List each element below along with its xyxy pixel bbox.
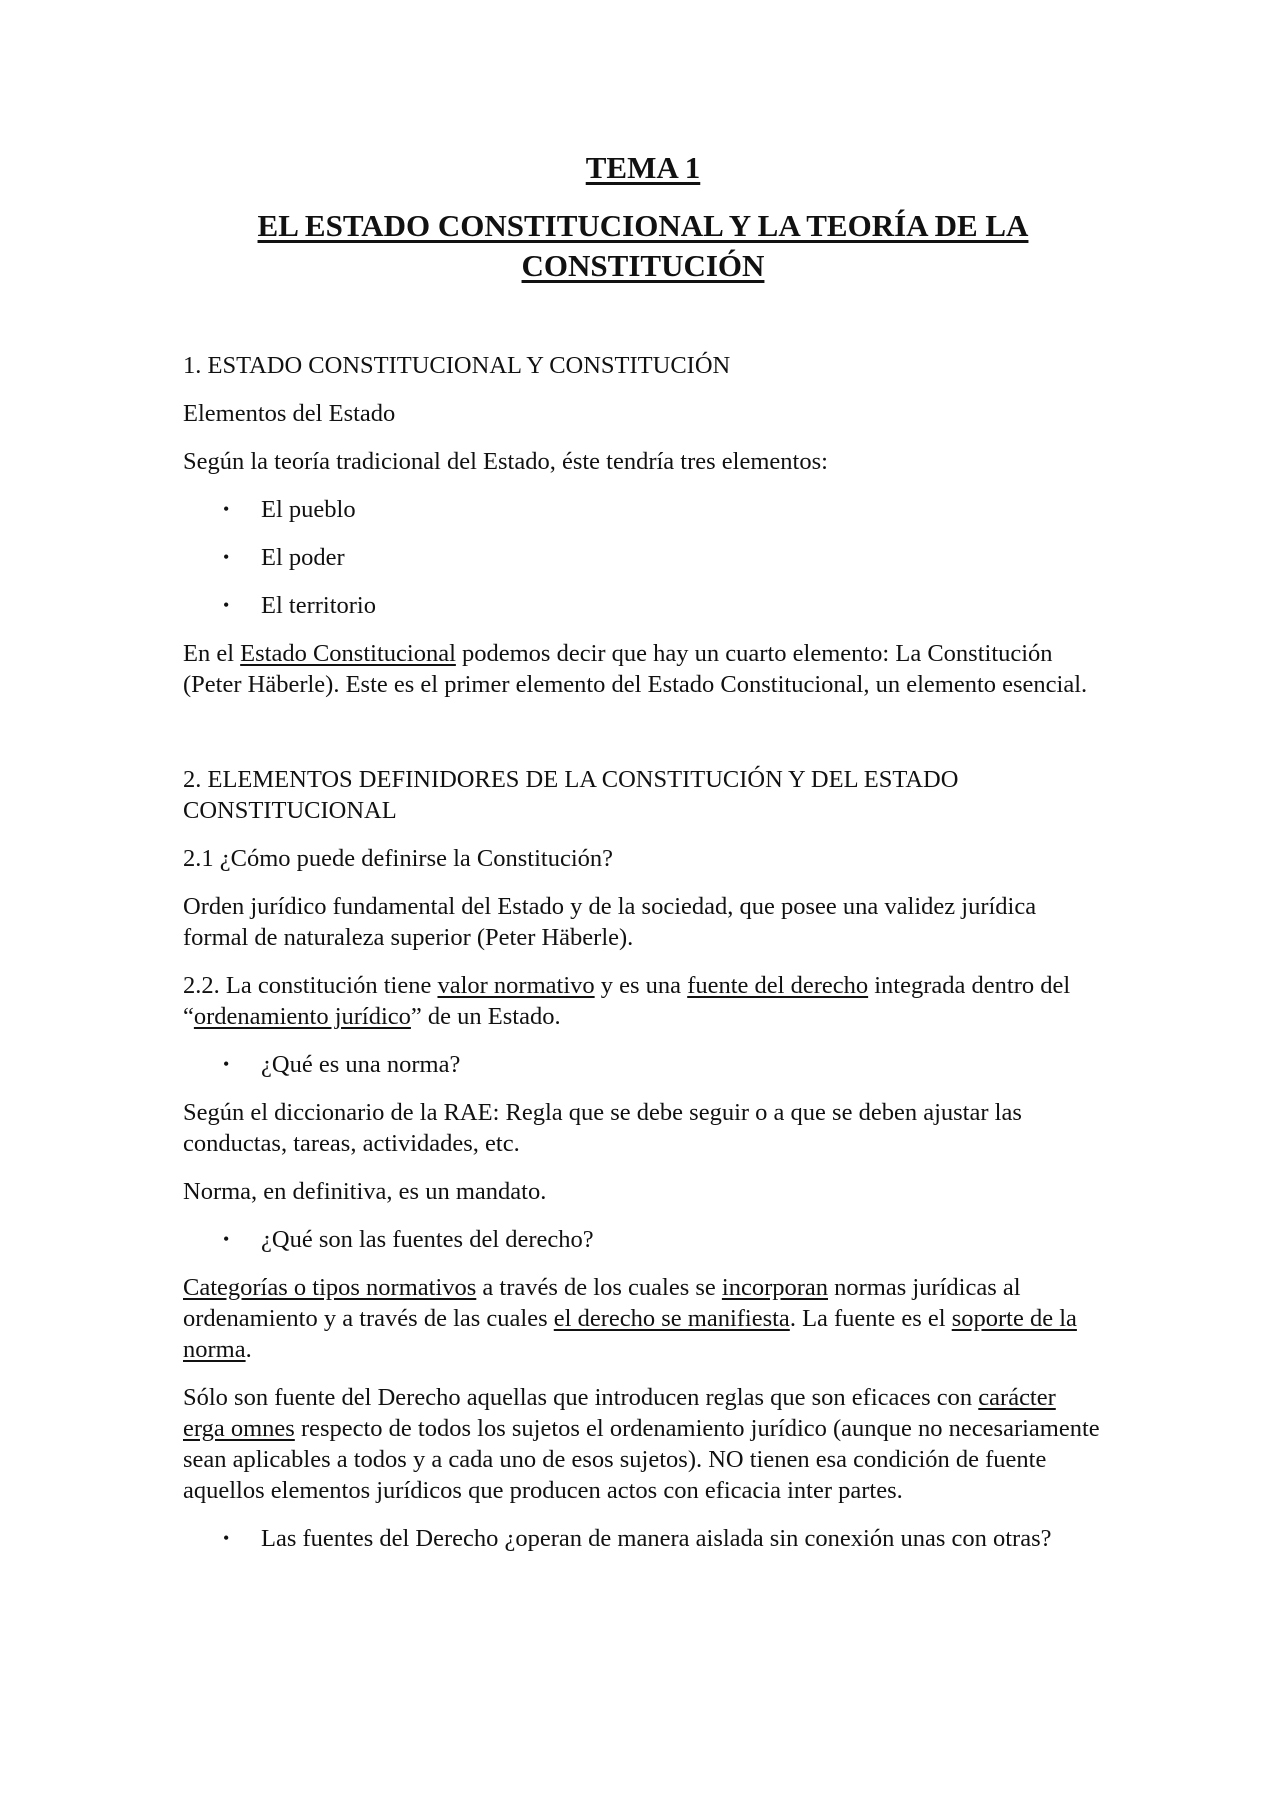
underlined-term: ordenamiento jurídico (193, 1003, 411, 1030)
list-item: • Las fuentes del Derecho ¿operan de manera aislada sin conexión unas con otras? (223, 1525, 1052, 1552)
list-item: • El territorio (223, 592, 376, 619)
subtitle-line-1: EL ESTADO CONSTITUCIONAL Y LA TEORÍA DE LA (257, 208, 1029, 243)
list-item: • El poder (223, 544, 345, 571)
section-2-2-paragraph: 2.2. La constitución tiene valor normativo y es una fuente del derecho integrada dentro del “ordenamiento jurídico” de un Estado. (183, 972, 1071, 1030)
list-item: • ¿Qué son las fuentes del derecho? (223, 1226, 594, 1253)
rae-paragraph: Según el diccionario de la RAE: Regla que se debe seguir o a que se deben ajustar las conductas, tareas, actividades, etc. (183, 1099, 1022, 1157)
page-subtitle (183, 206, 1103, 286)
underlined-term: Categorías o tipos normativos (183, 1274, 477, 1301)
list-item: • El pueblo (223, 496, 356, 523)
subtitle-line-2: CONSTITUCIÓN (521, 248, 765, 283)
question-2-1: 2.1 ¿Cómo puede definirse la Constitución? (183, 845, 614, 872)
fuentes-list (183, 1224, 1103, 1255)
fuentes-paragraph: Categorías o tipos normativos a través de los cuales se incorporan normas jurídicas al ordenamiento y a través de las cuales el derecho se manifiesta. La fuente es el soporte de la norma. (183, 1274, 1077, 1363)
bullet-icon: • (223, 1229, 230, 1249)
underlined-term: carácter erga omnes (183, 1384, 1056, 1442)
underlined-term: Estado Constitucional (240, 640, 456, 667)
document-body (183, 148, 1103, 1554)
definition-paragraph: Orden jurídico fundamental del Estado y de la sociedad, que posee una validez jurídica formal de naturaleza superior (Peter Häberle). (183, 893, 1037, 951)
mandato-paragraph: Norma, en definitiva, es un mandato. (183, 1178, 547, 1205)
solo-paragraph: Sólo son fuente del Derecho aquellas que introducen reglas que son eficaces con carácter erga omnes respecto de todos los sujetos el ordenamiento jurídico (aunque no necesariamente sean aplicables a todos y a cada uno de esos sujetos). NO tienen esa condición de fuente aquellos elementos jurídicos que producen actos con eficacia inter partes. (183, 1384, 1100, 1504)
bullet-icon: • (223, 547, 230, 567)
bullet-icon: • (223, 1054, 230, 1074)
section-1-intro: Según la teoría tradicional del Estado, éste tendría tres elementos: (183, 448, 828, 475)
underlined-term: valor normativo (437, 972, 595, 999)
page-title: TEMA 1 (585, 150, 701, 185)
underlined-term: el derecho se manifiesta (553, 1305, 790, 1332)
bullet-icon: • (223, 595, 230, 615)
section-1-heading: 1. ESTADO CONSTITUCIONAL Y CONSTITUCIÓN (183, 352, 731, 379)
bullet-icon: • (223, 499, 230, 519)
bullet-icon: • (223, 1528, 230, 1548)
underlined-term: fuente del derecho (687, 972, 869, 999)
section-1-subheading: Elementos del Estado (183, 400, 396, 427)
underlined-term: incorporan (721, 1274, 829, 1301)
constitution-paragraph: En el Estado Constitucional podemos decir que hay un cuarto elemento: La Constitución (Peter Häberle). Este es el primer elemento del Estado Constitucional, un elemento esencial. (183, 640, 1088, 698)
list-item: • ¿Qué es una norma? (223, 1051, 461, 1078)
aislada-list (183, 1523, 1103, 1554)
section-2-heading: 2. ELEMENTOS DEFINIDORES DE LA CONSTITUCIÓN Y DEL ESTADO CONSTITUCIONAL (183, 766, 959, 824)
elements-list (183, 494, 1103, 621)
underlined-term: soporte de la norma (183, 1305, 1077, 1363)
norma-list (183, 1049, 1103, 1080)
